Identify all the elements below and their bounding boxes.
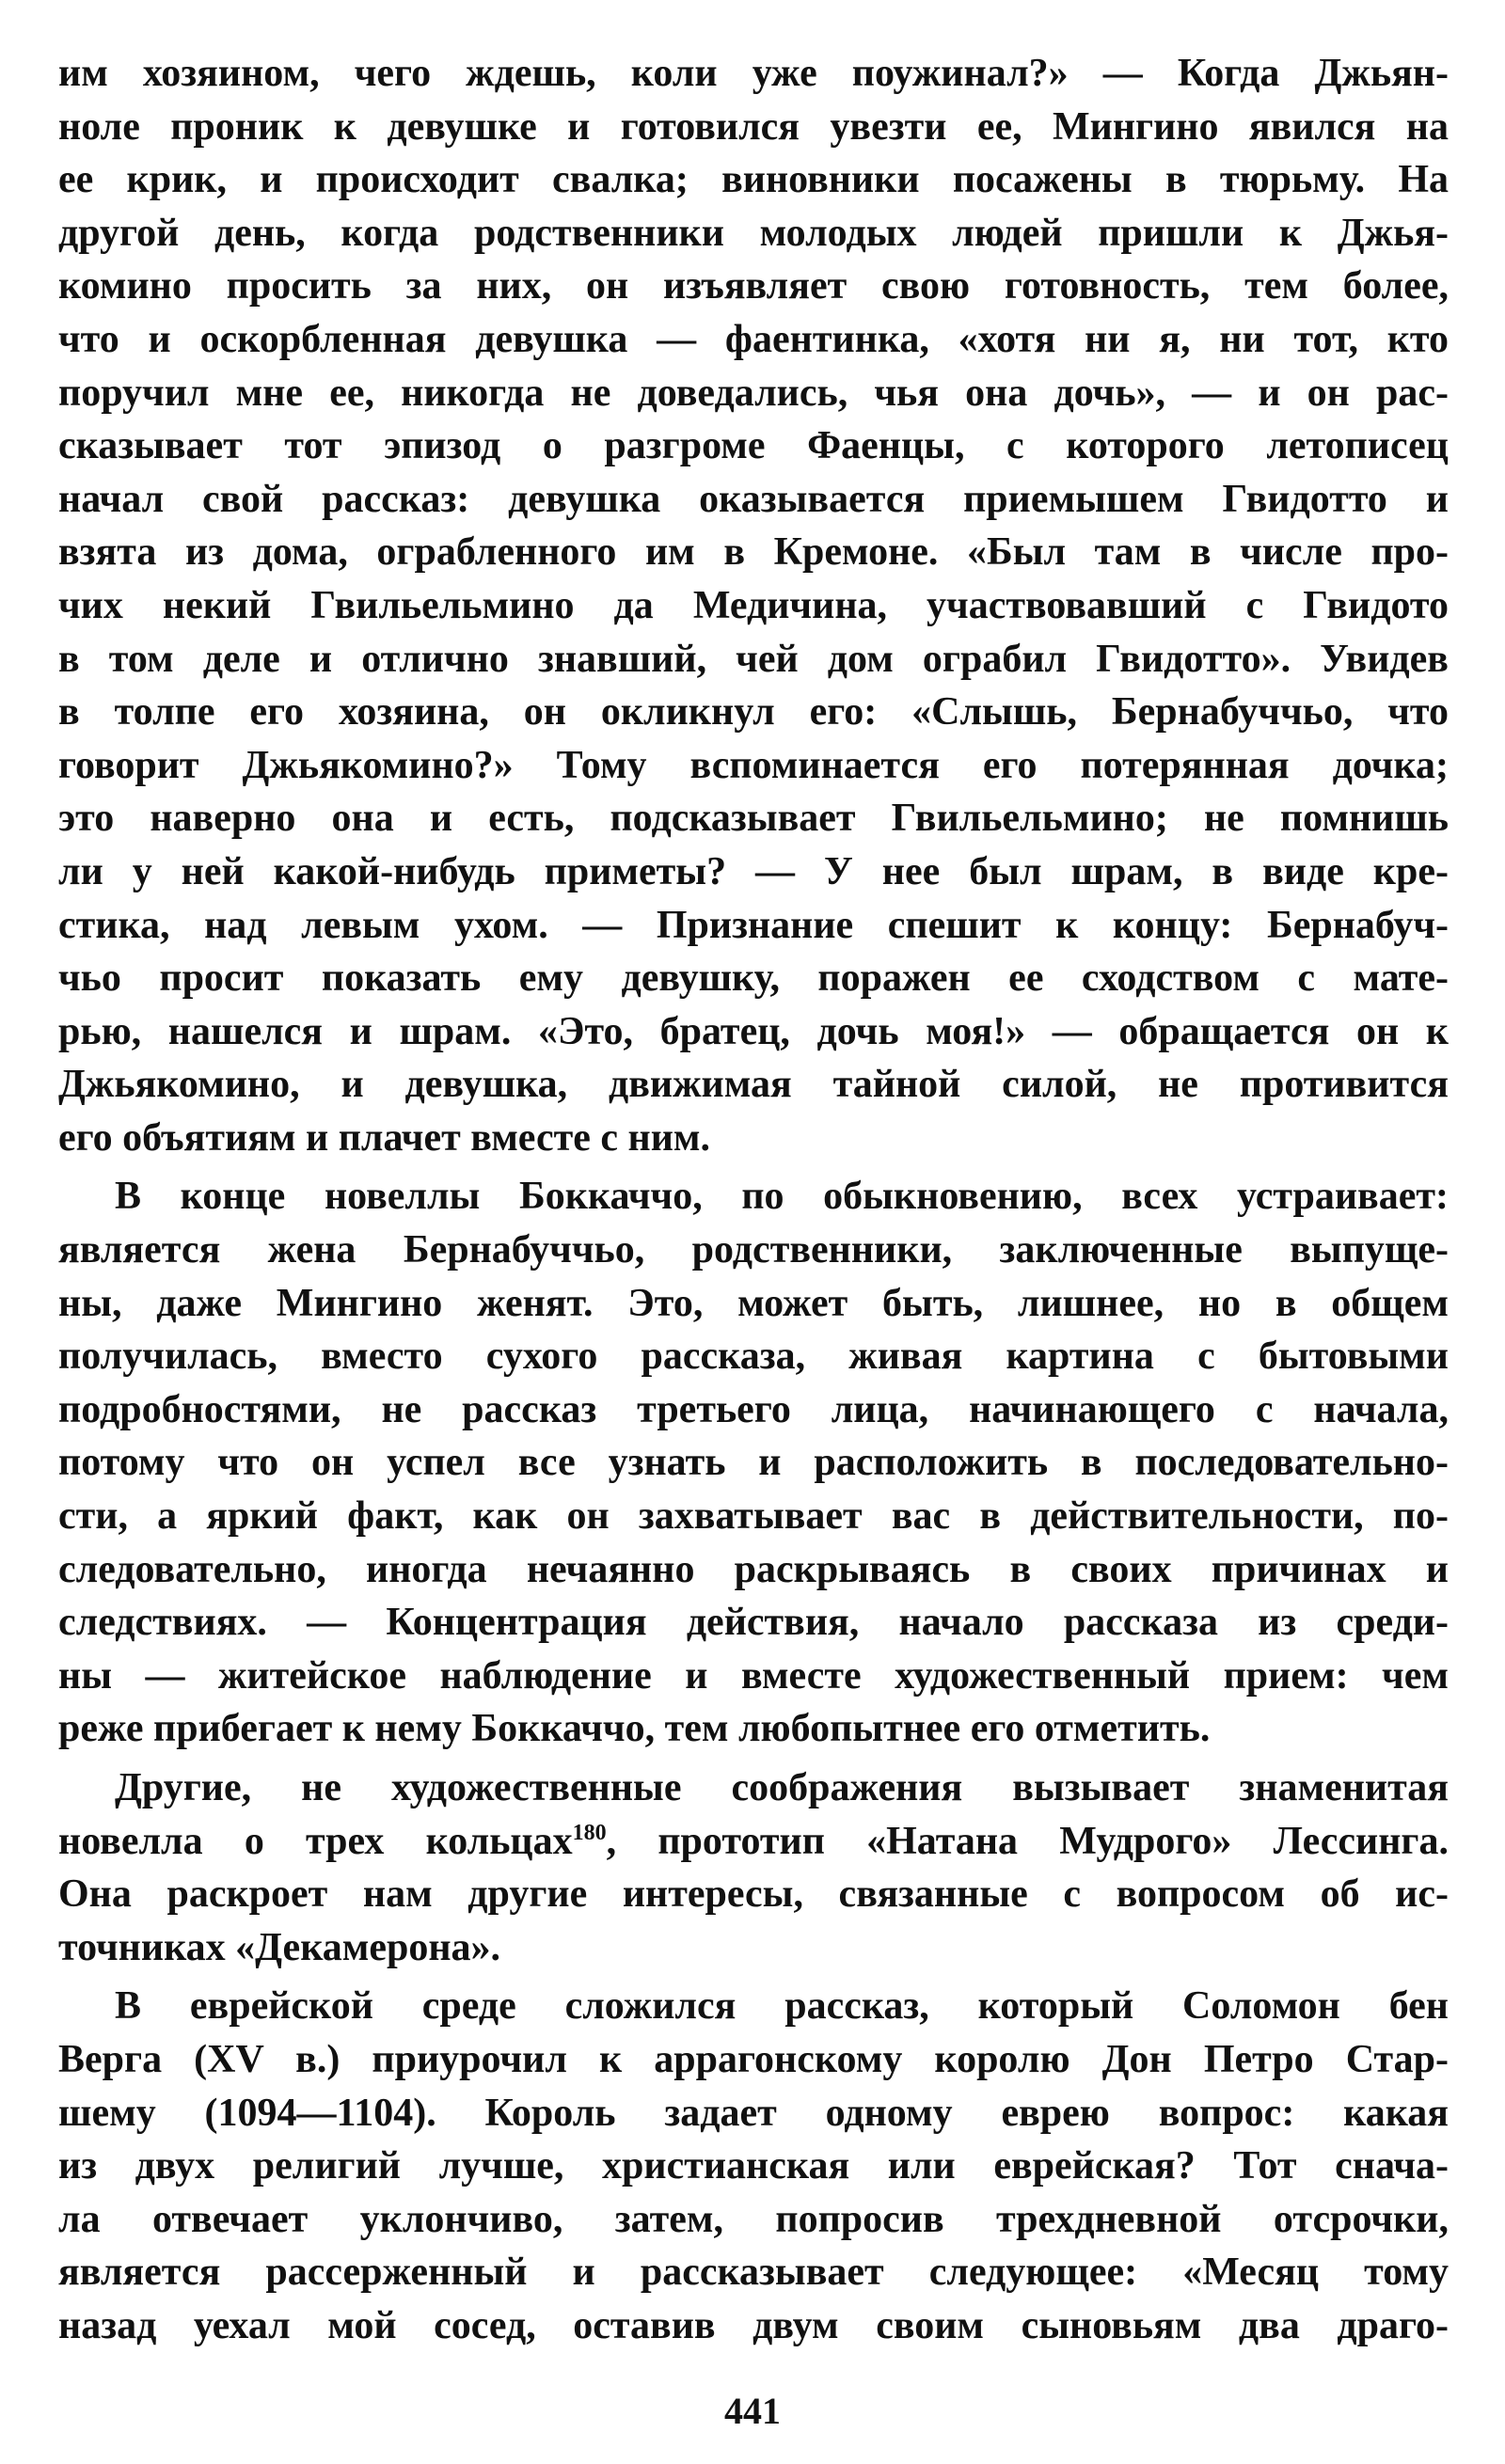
paragraph-3 <box>58 1761 1449 1974</box>
text-line: ны, даже Мингино женят. Это, может быть, лишнее, но в общем <box>58 1281 1449 1325</box>
text-line: ноле проник к девушке и готовился увезти ее, Мингино явился на <box>58 104 1449 149</box>
text-line: чих некий Гвильельмино да Медичина, участвовавший с Гвидото <box>58 583 1449 627</box>
paragraph-1 <box>58 47 1449 1164</box>
text-line: в толпе его хозяина, он окликнул его: «Слышь, Бернабуччьо, что <box>58 690 1449 734</box>
text-line: им хозяином, чего ждешь, коли уже поужинал?» — Когда Джьян- <box>58 52 1449 95</box>
text-line: рью, нашелся и шрам. «Это, братец, дочь моя!» — обращается он к <box>58 1009 1449 1053</box>
text-line: Верга (XV в.) приурочил к аррагонскому королю Дон Петро Стар- <box>58 2037 1449 2081</box>
footnote-reference: 180 <box>572 1820 607 1845</box>
text-line: начал свой рассказ: девушка оказывается приемышем Гвидотто и <box>58 477 1449 521</box>
text-line: следовательно, иногда нечаянно раскрываясь в своих причинах и <box>58 1547 1449 1591</box>
text-line: является рассерженный и рассказывает следующее: «Месяц тому <box>58 2251 1449 2295</box>
text-fragment: новелла о трех кольцах <box>58 1819 573 1863</box>
text-line: потому что он успел все узнать и расположить в последовательно- <box>58 1441 1449 1485</box>
text-line: Джьякомино, и девушка, движимая тайной силой, не противится <box>58 1063 1449 1107</box>
text-line: взята из дома, ограбленного им в Кремоне. «Был там в числе про- <box>58 530 1449 575</box>
text-line: ла отвечает уклончиво, затем, попросив трехдневной отсрочки, <box>58 2197 1449 2241</box>
page-body <box>58 47 1449 2353</box>
text-line: В конце новеллы Боккаччо, по обыкновению, всех устраивает: <box>115 1175 1449 1219</box>
paragraph-2 <box>58 1170 1449 1756</box>
text-line: его объятиям и плачет вместе с ним. <box>58 1115 711 1160</box>
text-line: поручил мне ее, никогда не доведались, чья она дочь», — и он рас- <box>58 371 1449 415</box>
text-line: ее крик, и происходит свалка; виновники посажены в тюрьму. На <box>58 158 1449 202</box>
text-line: в том деле и отлично знавший, чей дом ограбил Гвидотто». Увидев <box>58 637 1449 681</box>
text-line: Другие, не художественные соображения вызывает знаменитая <box>115 1766 1449 1809</box>
text-line: получилась, вместо сухого рассказа, живая картина с бытовыми <box>58 1335 1449 1379</box>
text-line: комино просить за них, он изъявляет свою готовность, тем более, <box>58 264 1449 308</box>
text-line: это наверно она и есть, подсказывает Гвильельмино; не помнишь <box>58 797 1449 841</box>
paragraph-4 <box>58 1980 1449 2352</box>
text-line: сказывает тот эпизод о разгроме Фаенцы, с которого летописец <box>58 424 1449 468</box>
text-line: говорит Джьякомино?» Тому вспоминается его потерянная дочка; <box>58 743 1449 787</box>
text-line-with-footnote <box>58 1815 1449 1869</box>
text-line: чьо просит показать ему девушку, поражен ее сходством с мате- <box>58 956 1449 1001</box>
text-line: подробностями, не рассказ третьего лица, начинающего с начала, <box>58 1387 1449 1431</box>
text-line: Она раскроет нам другие интересы, связанные с вопросом об ис- <box>58 1872 1449 1917</box>
text-line: шему (1094—1104). Король задает одному еврею вопрос: какая <box>58 2091 1449 2135</box>
text-line: является жена Бернабуччьо, родственники, заключенные выпуще- <box>58 1228 1449 1272</box>
text-line: сти, а яркий факт, как он захватывает вас в действительности, по- <box>58 1494 1449 1539</box>
text-line: что и оскорбленная девушка — фаентинка, «хотя ни я, ни тот, кто <box>58 317 1449 361</box>
text-line: точниках «Декамерона». <box>58 1925 501 1969</box>
text-line: другой день, когда родственники молодых людей пришли к Джья- <box>58 211 1449 255</box>
text-line: ны — житейское наблюдение и вместе художественный прием: чем <box>58 1653 1449 1698</box>
text-line: следствиях. — Концентрация действия, начало рассказа из среди- <box>58 1601 1449 1645</box>
text-line: назад уехал мой сосед, оставив двум своим сыновьям два драго- <box>58 2303 1449 2347</box>
text-line: из двух религий лучше, христианская или еврейская? Тот снача- <box>58 2144 1449 2188</box>
text-fragment: , прототип «Натана Мудрого» Лессинга. <box>606 1819 1449 1863</box>
text-line: стика, над левым ухом. — Признание спешит к концу: Бернабуч- <box>58 903 1449 947</box>
text-line: В еврейской среде сложился рассказ, который Соломон бен <box>115 1984 1449 2029</box>
text-line: реже прибегает к нему Боккаччо, тем любопытнее его отметить. <box>58 1707 1211 1751</box>
text-line: ли у ней какой-нибудь приметы? — У нее был шрам, в виде кре- <box>58 849 1449 893</box>
page-number: 441 <box>724 2390 781 2432</box>
